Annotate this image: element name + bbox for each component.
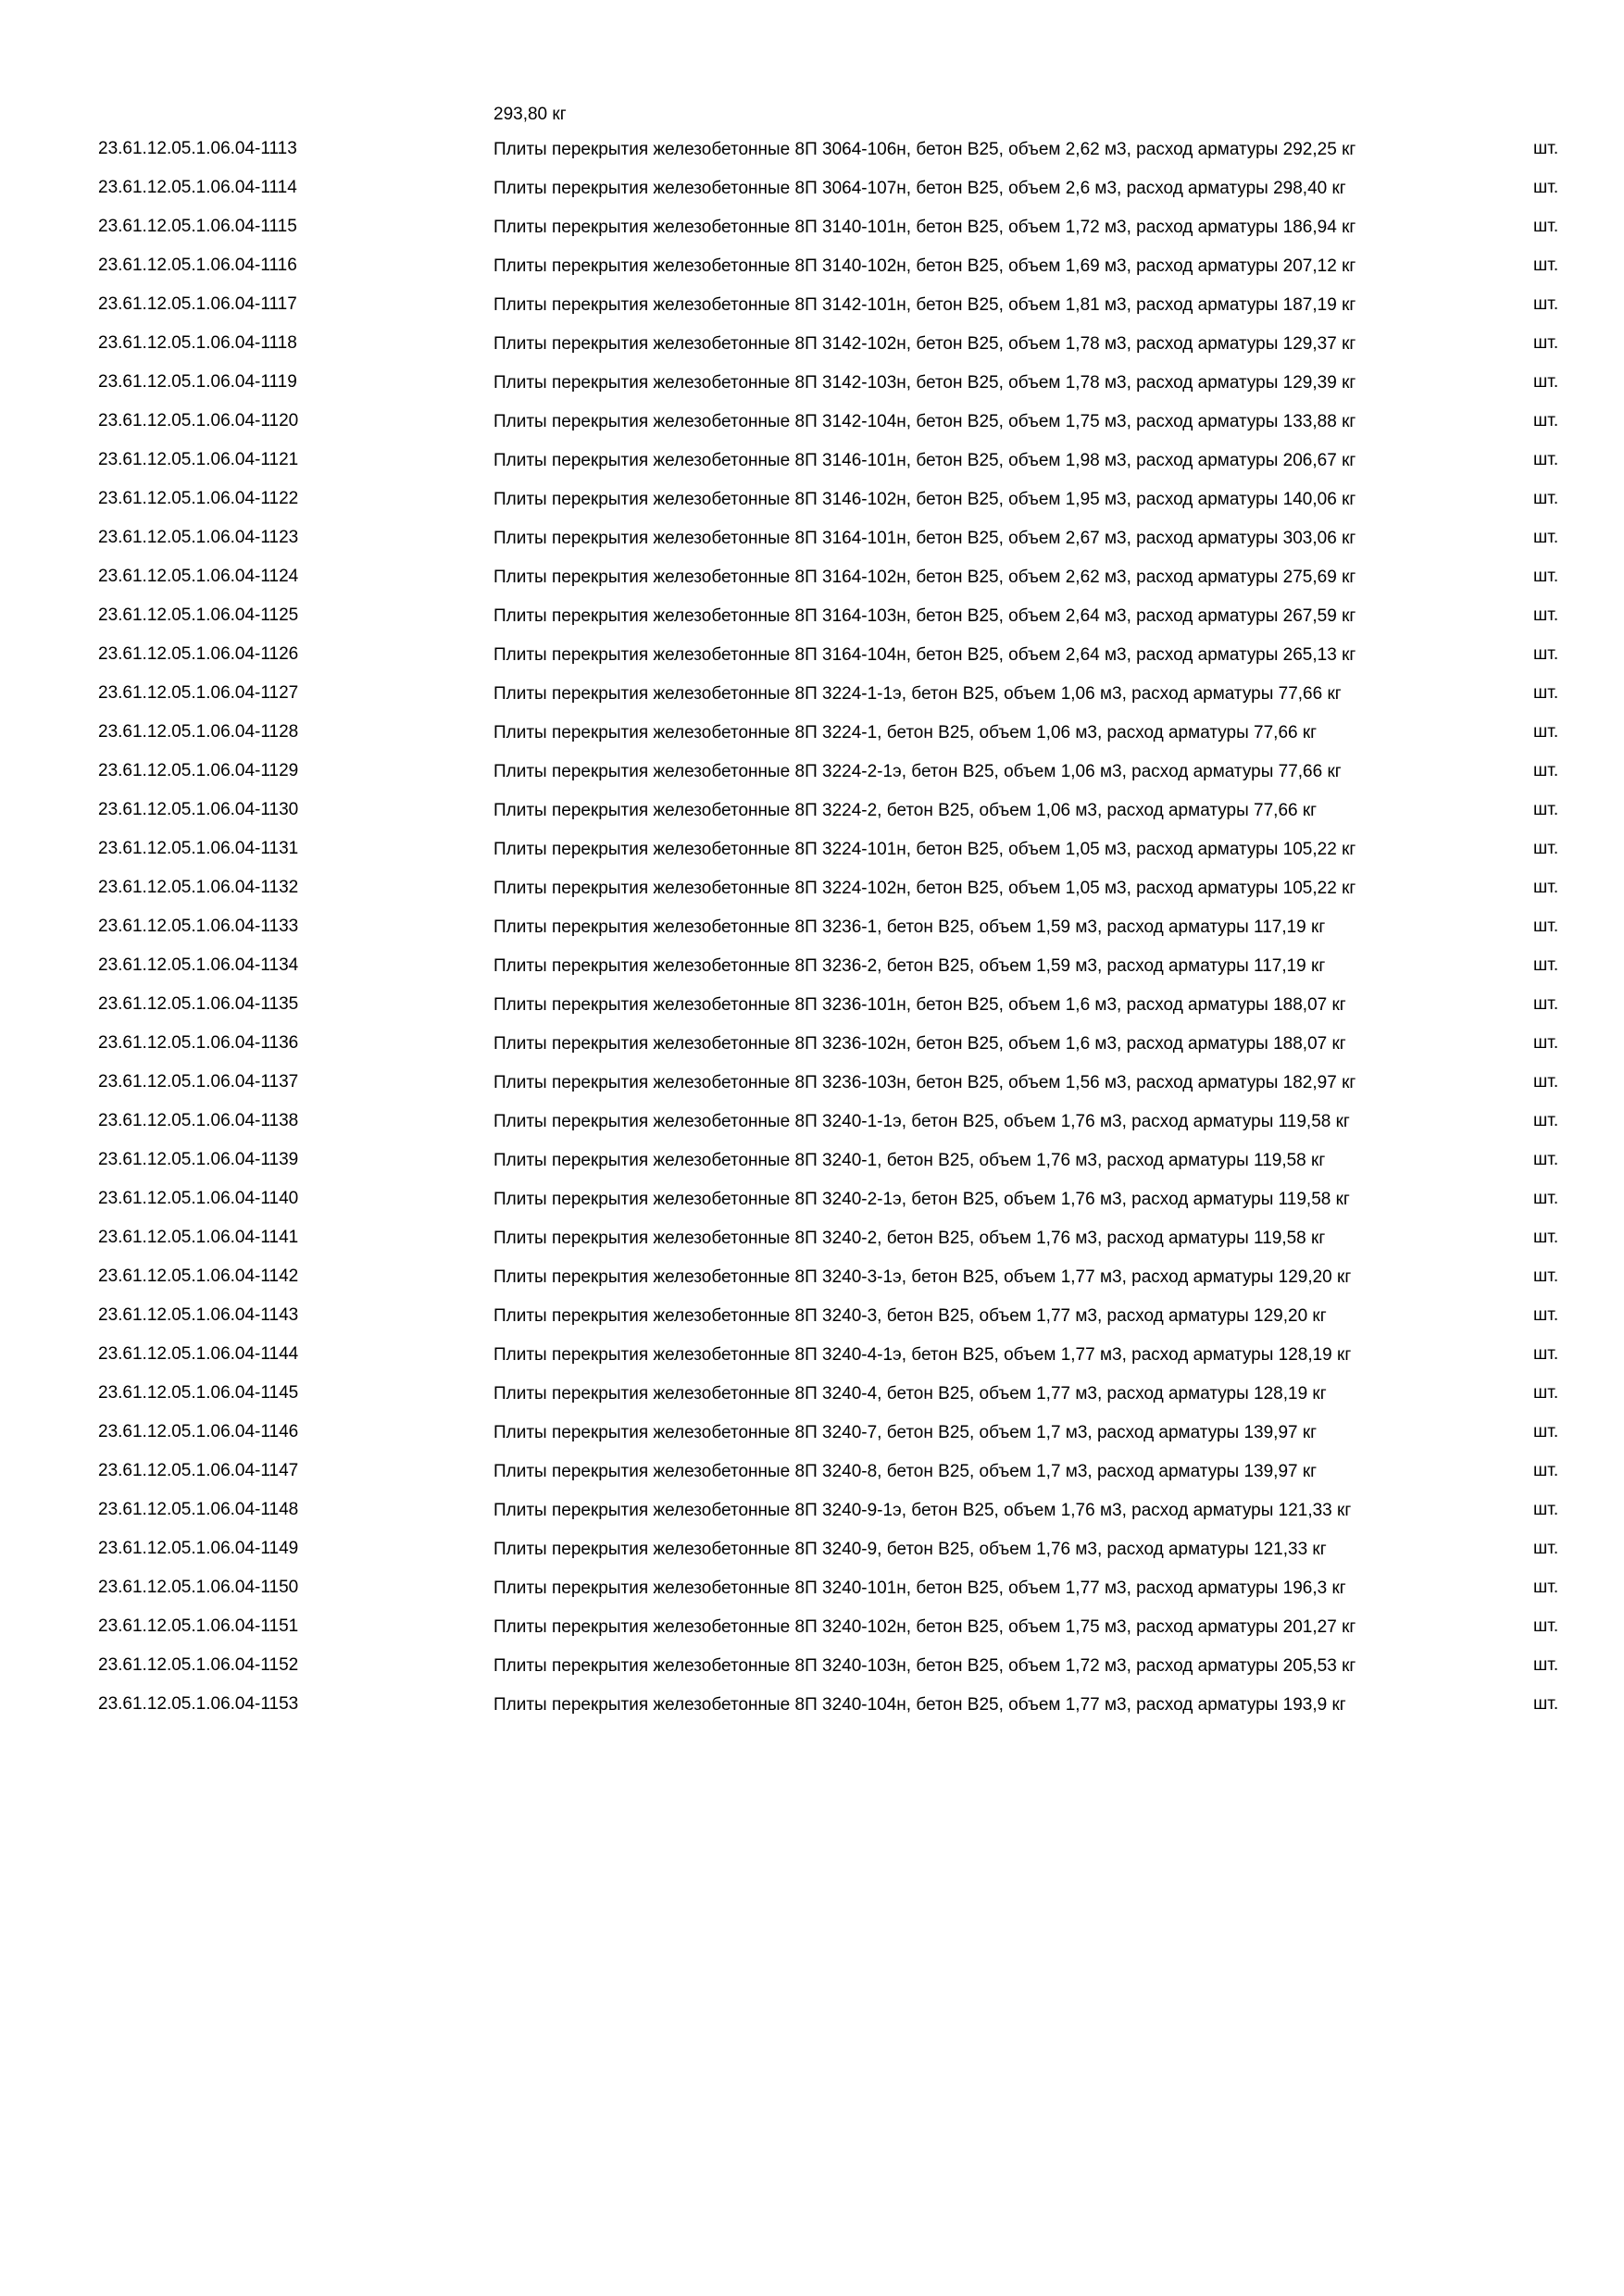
resource-code: 23.61.12.05.1.06.04-1150 xyxy=(98,1578,299,1597)
unit-of-measure: шт. xyxy=(1533,1267,1559,1286)
table-row xyxy=(0,1452,1624,1491)
resource-name: Плиты перекрытия железобетонные 8П 3142-103н, бетон В25, объем 1,78 м3, расход арматуры 129,39 кг xyxy=(493,372,1356,393)
resource-code: 23.61.12.05.1.06.04-1144 xyxy=(98,1344,299,1364)
resource-code: 23.61.12.05.1.06.04-1126 xyxy=(98,644,299,664)
resource-code: 23.61.12.05.1.06.04-1129 xyxy=(98,761,299,780)
unit-of-measure: шт. xyxy=(1533,1033,1559,1053)
resource-code: 23.61.12.05.1.06.04-1152 xyxy=(98,1655,299,1675)
resource-name: Плиты перекрытия железобетонные 8П 3240-104н, бетон В25, объем 1,77 м3, расход арматуры 193,9 кг xyxy=(493,1694,1346,1715)
resource-name-cell xyxy=(493,946,1456,985)
resource-name: Плиты перекрытия железобетонные 8П 3240-7, бетон В25, объем 1,7 м3, расход арматуры 139,97 кг xyxy=(493,1422,1318,1442)
resource-name-cell xyxy=(493,830,1456,868)
unit-of-measure: шт. xyxy=(1533,178,1559,197)
unit-of-measure: шт. xyxy=(1533,1461,1559,1480)
resource-name: Плиты перекрытия железобетонные 8П 3064-107н, бетон В25, объем 2,6 м3, расход арматуры 298,40 кг xyxy=(493,178,1346,198)
resource-name: Плиты перекрытия железобетонные 8П 3240-1, бетон В25, объем 1,76 м3, расход арматуры 119,58 кг xyxy=(493,1150,1326,1170)
table-row xyxy=(0,946,1624,985)
resource-name: Плиты перекрытия железобетонные 8П 3240-8, бетон В25, объем 1,7 м3, расход арматуры 139,97 кг xyxy=(493,1461,1318,1481)
resource-name: Плиты перекрытия железобетонные 8П 3240-4, бетон В25, объем 1,77 м3, расход арматуры 128,19 кг xyxy=(493,1383,1327,1404)
resource-name-cell xyxy=(493,285,1456,324)
resource-name-cell xyxy=(493,1296,1456,1335)
resource-name: Плиты перекрытия железобетонные 8П 3164-102н, бетон В25, объем 2,62 м3, расход арматуры 275,69 кг xyxy=(493,567,1356,587)
unit-of-measure: шт. xyxy=(1533,1072,1559,1092)
unit-of-measure: шт. xyxy=(1533,528,1559,547)
unit-of-measure: шт. xyxy=(1533,644,1559,664)
unit-of-measure: шт. xyxy=(1533,683,1559,703)
table-row xyxy=(0,285,1624,324)
resource-name-cell xyxy=(493,324,1456,363)
unit-of-measure: шт. xyxy=(1533,1383,1559,1403)
resource-code: 23.61.12.05.1.06.04-1127 xyxy=(98,683,299,703)
resource-code: 23.61.12.05.1.06.04-1136 xyxy=(98,1033,299,1053)
resource-name: Плиты перекрытия железобетонные 8П 3240-102н, бетон В25, объем 1,75 м3, расход арматуры 201,27 кг xyxy=(493,1616,1356,1637)
resource-name-cell xyxy=(493,1607,1456,1646)
resource-name-cell xyxy=(493,207,1456,246)
resource-name-cell xyxy=(493,1568,1456,1607)
resource-name: Плиты перекрытия железобетонные 8П 3240-4-1э, бетон В25, объем 1,77 м3, расход арматуры 128,19 кг xyxy=(493,1344,1352,1365)
resource-code: 23.61.12.05.1.06.04-1133 xyxy=(98,917,299,936)
resource-code: 23.61.12.05.1.06.04-1115 xyxy=(98,217,297,236)
resource-name-cell xyxy=(493,441,1456,480)
table-row xyxy=(0,1296,1624,1335)
unit-of-measure: шт. xyxy=(1533,217,1559,236)
resource-code: 23.61.12.05.1.06.04-1131 xyxy=(98,839,299,858)
resource-name: Плиты перекрытия железобетонные 8П 3236-2, бетон В25, объем 1,59 м3, расход арматуры 117,19 кг xyxy=(493,955,1326,976)
resource-name-cell xyxy=(493,130,1456,168)
resource-code: 23.61.12.05.1.06.04-1132 xyxy=(98,878,299,897)
resource-name: Плиты перекрытия железобетонные 8П 3240-1-1э, бетон В25, объем 1,76 м3, расход арматуры 119,58 кг xyxy=(493,1111,1350,1131)
resource-name: Плиты перекрытия железобетонные 8П 3164-103н, бетон В25, объем 2,64 м3, расход арматуры 267,59 кг xyxy=(493,605,1356,626)
table-row xyxy=(0,1646,1624,1685)
resource-code: 23.61.12.05.1.06.04-1147 xyxy=(98,1461,299,1480)
resource-code: 23.61.12.05.1.06.04-1137 xyxy=(98,1072,299,1092)
table-row xyxy=(0,1024,1624,1063)
resource-code: 23.61.12.05.1.06.04-1125 xyxy=(98,605,299,625)
table-row xyxy=(0,480,1624,518)
unit-of-measure: шт. xyxy=(1533,256,1559,275)
resource-name-cell xyxy=(493,1685,1456,1724)
table-row xyxy=(0,635,1624,674)
unit-of-measure: шт. xyxy=(1533,917,1559,936)
resource-name-cell xyxy=(493,1218,1456,1257)
resource-name: Плиты перекрытия железобетонные 8П 3240-3, бетон В25, объем 1,77 м3, расход арматуры 129,20 кг xyxy=(493,1305,1327,1326)
resource-name-cell xyxy=(493,713,1456,752)
resource-code: 23.61.12.05.1.06.04-1146 xyxy=(98,1422,299,1441)
resource-name-cell xyxy=(493,480,1456,518)
resource-code: 23.61.12.05.1.06.04-1120 xyxy=(98,411,299,430)
resource-name: Плиты перекрытия железобетонные 8П 3240-9, бетон В25, объем 1,76 м3, расход арматуры 121,33 кг xyxy=(493,1539,1327,1559)
resource-name: Плиты перекрытия железобетонные 8П 3064-106н, бетон В25, объем 2,62 м3, расход арматуры 292,25 кг xyxy=(493,139,1356,159)
resource-name-cell xyxy=(493,1335,1456,1374)
resource-name-cell xyxy=(493,1257,1456,1296)
table-row xyxy=(0,830,1624,868)
table-row xyxy=(0,752,1624,791)
table-row xyxy=(0,1685,1624,1724)
resource-name-cell xyxy=(493,1491,1456,1529)
unit-of-measure: шт. xyxy=(1533,1305,1559,1325)
table-row xyxy=(0,1374,1624,1413)
table-row xyxy=(0,1141,1624,1179)
resource-name-cell xyxy=(493,1102,1456,1141)
resource-code: 23.61.12.05.1.06.04-1128 xyxy=(98,722,299,742)
resource-name: Плиты перекрытия железобетонные 8П 3240-3-1э, бетон В25, объем 1,77 м3, расход арматуры 129,20 кг xyxy=(493,1267,1352,1287)
resource-code: 23.61.12.05.1.06.04-1117 xyxy=(98,294,297,314)
table-row xyxy=(0,985,1624,1024)
resource-name: Плиты перекрытия железобетонные 8П 3224-1-1э, бетон В25, объем 1,06 м3, расход арматуры 77,66 кг xyxy=(493,683,1342,704)
resource-name-cell xyxy=(493,635,1456,674)
unit-of-measure: шт. xyxy=(1533,800,1559,819)
unit-of-measure: шт. xyxy=(1533,878,1559,897)
resource-name: Плиты перекрытия железобетонные 8П 3140-102н, бетон В25, объем 1,69 м3, расход арматуры 207,12 кг xyxy=(493,256,1356,276)
unit-of-measure: шт. xyxy=(1533,839,1559,858)
table-row xyxy=(0,1063,1624,1102)
unit-of-measure: шт. xyxy=(1533,605,1559,625)
resource-name: Плиты перекрытия железобетонные 8П 3236-103н, бетон В25, объем 1,56 м3, расход арматуры 182,97 кг xyxy=(493,1072,1356,1092)
unit-of-measure: шт. xyxy=(1533,1500,1559,1519)
unit-of-measure: шт. xyxy=(1533,1150,1559,1169)
resource-code: 23.61.12.05.1.06.04-1114 xyxy=(98,178,297,197)
resource-code: 23.61.12.05.1.06.04-1130 xyxy=(98,800,299,819)
table-row xyxy=(0,713,1624,752)
resource-code: 23.61.12.05.1.06.04-1121 xyxy=(98,450,299,469)
resource-code: 23.61.12.05.1.06.04-1119 xyxy=(98,372,297,392)
unit-of-measure: шт. xyxy=(1533,1344,1559,1364)
resource-name: Плиты перекрытия железобетонные 8П 3240-2-1э, бетон В25, объем 1,76 м3, расход арматуры 119,58 кг xyxy=(493,1189,1350,1209)
resource-name-cell xyxy=(493,1529,1456,1568)
resource-name-cell xyxy=(493,518,1456,557)
resource-name-cell xyxy=(493,246,1456,285)
table-row xyxy=(0,596,1624,635)
table-row xyxy=(0,557,1624,596)
table-row xyxy=(0,1335,1624,1374)
resource-name-cell xyxy=(493,674,1456,713)
resource-code: 23.61.12.05.1.06.04-1135 xyxy=(98,994,299,1014)
resource-code: 23.61.12.05.1.06.04-1123 xyxy=(98,528,299,547)
table-row xyxy=(0,1607,1624,1646)
unit-of-measure: шт. xyxy=(1533,1616,1559,1636)
resource-name-cell xyxy=(493,402,1456,441)
price-table xyxy=(0,130,1624,1724)
table-row xyxy=(0,674,1624,713)
unit-of-measure: шт. xyxy=(1533,722,1559,742)
table-row xyxy=(0,1218,1624,1257)
resource-name-cell xyxy=(493,1646,1456,1685)
table-row xyxy=(0,868,1624,907)
resource-code: 23.61.12.05.1.06.04-1153 xyxy=(98,1694,299,1714)
unit-of-measure: шт. xyxy=(1533,1539,1559,1558)
resource-name-cell xyxy=(493,907,1456,946)
table-row xyxy=(0,130,1624,168)
resource-name-cell xyxy=(493,1063,1456,1102)
resource-name-cell xyxy=(493,557,1456,596)
resource-name-cell xyxy=(493,1374,1456,1413)
unit-of-measure: шт. xyxy=(1533,994,1559,1014)
unit-of-measure: шт. xyxy=(1533,411,1559,430)
unit-of-measure: шт. xyxy=(1533,1655,1559,1675)
table-row xyxy=(0,363,1624,402)
resource-name: Плиты перекрытия железобетонные 8П 3146-102н, бетон В25, объем 1,95 м3, расход арматуры 140,06 кг xyxy=(493,489,1356,509)
unit-of-measure: шт. xyxy=(1533,761,1559,780)
table-row xyxy=(0,1179,1624,1218)
table-row xyxy=(0,168,1624,207)
resource-name: Плиты перекрытия железобетонные 8П 3224-1, бетон В25, объем 1,06 м3, расход арматуры 77,66 кг xyxy=(493,722,1318,742)
resource-name-cell xyxy=(493,596,1456,635)
table-row xyxy=(0,1257,1624,1296)
unit-of-measure: шт. xyxy=(1533,1228,1559,1247)
table-row xyxy=(0,1568,1624,1607)
resource-name: Плиты перекрытия железобетонные 8П 3236-102н, бетон В25, объем 1,6 м3, расход арматуры 188,07 кг xyxy=(493,1033,1346,1054)
resource-code: 23.61.12.05.1.06.04-1124 xyxy=(98,567,299,586)
resource-name: Плиты перекрытия железобетонные 8П 3240-2, бетон В25, объем 1,76 м3, расход арматуры 119,58 кг xyxy=(493,1228,1326,1248)
resource-code: 23.61.12.05.1.06.04-1134 xyxy=(98,955,299,975)
unit-of-measure: шт. xyxy=(1533,1578,1559,1597)
resource-name: Плиты перекрытия железобетонные 8П 3236-101н, бетон В25, объем 1,6 м3, расход арматуры 188,07 кг xyxy=(493,994,1346,1015)
resource-code: 23.61.12.05.1.06.04-1151 xyxy=(98,1616,299,1636)
resource-code: 23.61.12.05.1.06.04-1118 xyxy=(98,333,297,353)
resource-name-cell xyxy=(493,791,1456,830)
resource-name-cell xyxy=(493,985,1456,1024)
resource-name-cell xyxy=(493,168,1456,207)
unit-of-measure: шт. xyxy=(1533,1694,1559,1714)
resource-code: 23.61.12.05.1.06.04-1122 xyxy=(98,489,299,508)
resource-name: Плиты перекрытия железобетонные 8П 3240-9-1э, бетон В25, объем 1,76 м3, расход арматуры 121,33 кг xyxy=(493,1500,1352,1520)
resource-code: 23.61.12.05.1.06.04-1139 xyxy=(98,1150,299,1169)
table-row xyxy=(0,1102,1624,1141)
resource-name: Плиты перекрытия железобетонные 8П 3236-1, бетон В25, объем 1,59 м3, расход арматуры 117,19 кг xyxy=(493,917,1326,937)
unit-of-measure: шт. xyxy=(1533,372,1559,392)
resource-name: Плиты перекрытия железобетонные 8П 3164-101н, бетон В25, объем 2,67 м3, расход арматуры 303,06 кг xyxy=(493,528,1356,548)
resource-name: Плиты перекрытия железобетонные 8П 3224-101н, бетон В25, объем 1,05 м3, расход арматуры 105,22 кг xyxy=(493,839,1356,859)
resource-name: Плиты перекрытия железобетонные 8П 3146-101н, бетон В25, объем 1,98 м3, расход арматуры 206,67 кг xyxy=(493,450,1356,470)
resource-name-cell xyxy=(493,868,1456,907)
resource-name-cell xyxy=(493,1179,1456,1218)
resource-code: 23.61.12.05.1.06.04-1116 xyxy=(98,256,297,275)
resource-name-cell xyxy=(493,1413,1456,1452)
resource-code: 23.61.12.05.1.06.04-1145 xyxy=(98,1383,299,1403)
unit-of-measure: шт. xyxy=(1533,955,1559,975)
table-row xyxy=(0,791,1624,830)
resource-name: Плиты перекрытия железобетонные 8П 3142-101н, бетон В25, объем 1,81 м3, расход арматуры 187,19 кг xyxy=(493,294,1356,315)
resource-name-cell xyxy=(493,1141,1456,1179)
unit-of-measure: шт. xyxy=(1533,294,1559,314)
resource-name: Плиты перекрытия железобетонные 8П 3224-2-1э, бетон В25, объем 1,06 м3, расход арматуры 77,66 кг xyxy=(493,761,1342,781)
table-row xyxy=(0,1413,1624,1452)
resource-name: Плиты перекрытия железобетонные 8П 3142-104н, бетон В25, объем 1,75 м3, расход арматуры 133,88 кг xyxy=(493,411,1356,431)
table-row xyxy=(0,1491,1624,1529)
table-row xyxy=(0,907,1624,946)
table-row xyxy=(0,1529,1624,1568)
resource-code: 23.61.12.05.1.06.04-1143 xyxy=(98,1305,299,1325)
unit-of-measure: шт. xyxy=(1533,489,1559,508)
unit-of-measure: шт. xyxy=(1533,567,1559,586)
resource-code: 23.61.12.05.1.06.04-1142 xyxy=(98,1267,299,1286)
resource-code: 23.61.12.05.1.06.04-1149 xyxy=(98,1539,299,1558)
resource-code: 23.61.12.05.1.06.04-1140 xyxy=(98,1189,299,1208)
resource-code: 23.61.12.05.1.06.04-1141 xyxy=(98,1228,299,1247)
resource-name: Плиты перекрытия железобетонные 8П 3224-2, бетон В25, объем 1,06 м3, расход арматуры 77,66 кг xyxy=(493,800,1318,820)
table-row xyxy=(0,207,1624,246)
table-row xyxy=(0,246,1624,285)
resource-name: Плиты перекрытия железобетонные 8П 3164-104н, бетон В25, объем 2,64 м3, расход арматуры 265,13 кг xyxy=(493,644,1356,665)
resource-name-cell xyxy=(493,1024,1456,1063)
unit-of-measure: шт. xyxy=(1533,1422,1559,1441)
resource-code: 23.61.12.05.1.06.04-1148 xyxy=(98,1500,299,1519)
unit-of-measure: шт. xyxy=(1533,333,1559,353)
resource-name-cell xyxy=(493,363,1456,402)
resource-name: Плиты перекрытия железобетонные 8П 3140-101н, бетон В25, объем 1,72 м3, расход арматуры 186,94 кг xyxy=(493,217,1356,237)
resource-name-cell xyxy=(493,752,1456,791)
unit-of-measure: шт. xyxy=(1533,450,1559,469)
table-row xyxy=(0,441,1624,480)
table-row xyxy=(0,324,1624,363)
resource-code: 23.61.12.05.1.06.04-1113 xyxy=(98,139,297,158)
continuation-text: 293,80 кг xyxy=(493,105,567,124)
unit-of-measure: шт. xyxy=(1533,1111,1559,1130)
resource-name: Плиты перекрытия железобетонные 8П 3240-103н, бетон В25, объем 1,72 м3, расход арматуры 205,53 кг xyxy=(493,1655,1356,1676)
resource-code: 23.61.12.05.1.06.04-1138 xyxy=(98,1111,299,1130)
table-row xyxy=(0,518,1624,557)
resource-name: Плиты перекрытия железобетонные 8П 3224-102н, бетон В25, объем 1,05 м3, расход арматуры 105,22 кг xyxy=(493,878,1356,898)
table-row xyxy=(0,402,1624,441)
unit-of-measure: шт. xyxy=(1533,1189,1559,1208)
resource-name: Плиты перекрытия железобетонные 8П 3142-102н, бетон В25, объем 1,78 м3, расход арматуры 129,37 кг xyxy=(493,333,1356,354)
unit-of-measure: шт. xyxy=(1533,139,1559,158)
resource-name: Плиты перекрытия железобетонные 8П 3240-101н, бетон В25, объем 1,77 м3, расход арматуры 196,3 кг xyxy=(493,1578,1346,1598)
resource-name-cell xyxy=(493,1452,1456,1491)
